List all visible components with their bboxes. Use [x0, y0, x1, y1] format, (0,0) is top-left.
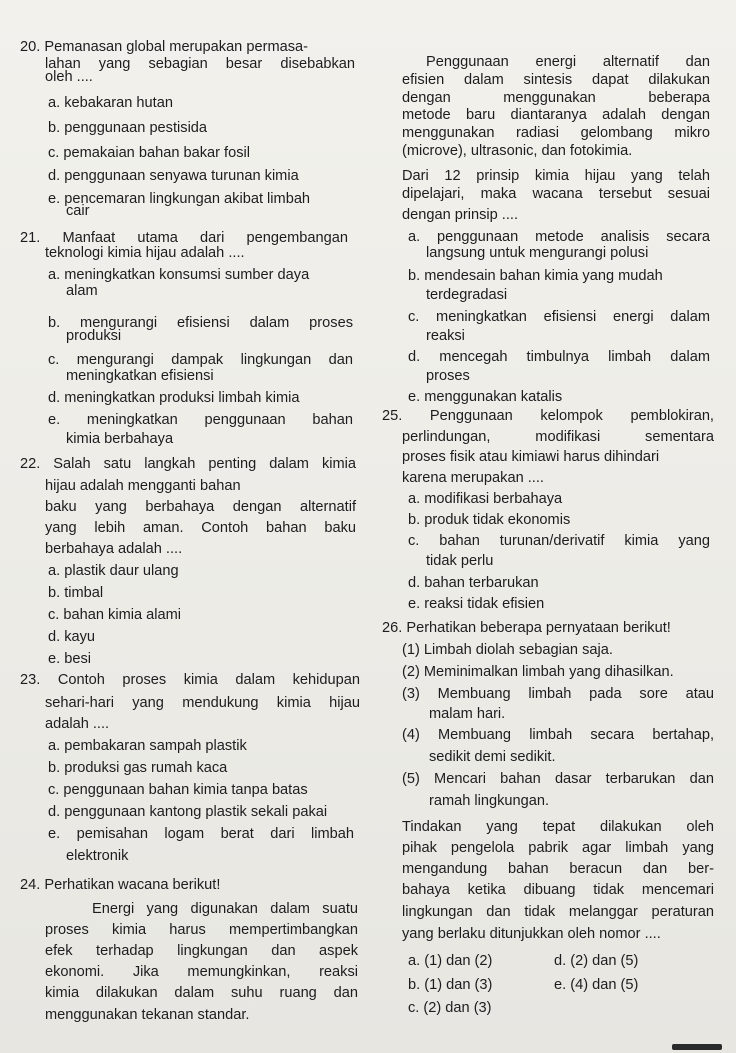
q21-stem-1: 21. Manfaat utama dari pengembangan	[20, 230, 348, 246]
q24-passage1-1: Energi yang digunakan dalam suatu	[92, 901, 358, 917]
q26-statement-4-cont: sedikit demi sedikit.	[429, 749, 556, 765]
q20-option-b[interactable]: b. penggunaan pestisida	[48, 120, 208, 136]
q22-option-c[interactable]: c. bahan kimia alami	[48, 607, 182, 623]
q26-statement-4: (4) Membuang limbah secara bertahap,	[402, 727, 714, 743]
q20-option-e-cont: cair	[66, 203, 90, 219]
q23-stem-2: sehari-hari yang mendukung kimia hijau	[45, 695, 360, 711]
q26-question-5: lingkungan dan tidak melanggar peraturan	[402, 904, 714, 920]
q26-option-a[interactable]: a. (1) dan (2)	[408, 953, 493, 969]
q22-option-d[interactable]: d. kayu	[48, 629, 96, 645]
q24-question-1: Dari 12 prinsip kimia hijau yang telah	[402, 168, 710, 184]
q26-statement-1: (1) Limbah diolah sebagian saja.	[402, 642, 613, 658]
q22-stem-5: berbahaya adalah ....	[45, 541, 183, 557]
q25-option-b[interactable]: b. produk tidak ekonomis	[408, 512, 571, 528]
q25-stem-1: 25. Penggunaan kelompok pemblokiran,	[382, 408, 714, 424]
q24-passage2-6: (microve), ultrasonic, dan fotokimia.	[402, 143, 633, 159]
q21-option-d[interactable]: d. meningkatkan produksi limbah kimia	[48, 390, 300, 406]
q24-passage2-2: efisien dalam sintesis dapat dilakukan	[402, 72, 710, 88]
q26-option-d[interactable]: d. (2) dan (5)	[554, 953, 639, 969]
q21-option-c[interactable]: c. mengurangi dampak lingkungan dan	[48, 352, 353, 368]
q24-option-a-cont: langsung untuk mengurangi polusi	[426, 245, 649, 261]
q24-passage1-3: efek terhadap lingkungan dan aspek	[45, 943, 358, 959]
q20-option-e[interactable]: e. pencemaran lingkungan akibat limbah	[48, 191, 311, 207]
q21-option-e-cont: kimia berbahaya	[66, 431, 174, 447]
q24-passage1-5: kimia dilakukan dalam suhu ruang dan	[45, 985, 358, 1001]
q25-option-c[interactable]: c. bahan turunan/derivatif kimia yang	[408, 533, 710, 549]
q24-option-c-cont: reaksi	[426, 328, 465, 344]
q24-option-b-cont: terdegradasi	[426, 287, 508, 303]
q21-option-a[interactable]: a. meningkatkan konsumsi sumber daya	[48, 267, 310, 283]
q24-question-3: dengan prinsip ....	[402, 207, 519, 223]
q24-option-b[interactable]: b. mendesain bahan kimia yang mudah	[408, 268, 663, 284]
q26-question-2: pihak pengelola pabrik agar limbah yang	[402, 840, 714, 856]
q22-option-e[interactable]: e. besi	[48, 651, 91, 667]
q25-stem-2: perlindungan, modifikasi sementara	[402, 429, 714, 445]
q25-option-d[interactable]: d. bahan terbarukan	[408, 575, 539, 591]
q26-statement-2: (2) Meminimalkan limbah yang dihasilkan.	[402, 664, 674, 680]
q26-stem: 26. Perhatikan beberapa pernyataan berikut!	[382, 620, 671, 636]
q25-option-a[interactable]: a. modifikasi berbahaya	[408, 491, 563, 507]
q24-passage2-3: dengan menggunakan beberapa	[402, 90, 710, 106]
q26-statement-3-cont: malam hari.	[429, 706, 506, 722]
q24-passage1-4: ekonomi. Jika memungkinkan, reaksi	[45, 964, 358, 980]
q24-stem: 24. Perhatikan wacana berikut!	[20, 877, 221, 893]
q26-statement-3: (3) Membuang limbah pada sore atau	[402, 686, 714, 702]
binder-tab-mark	[672, 1044, 722, 1050]
q22-stem-4: yang lebih aman. Contoh bahan baku	[45, 520, 356, 536]
q20-stem-3: oleh ....	[45, 69, 93, 85]
q23-option-b[interactable]: b. produksi gas rumah kaca	[48, 760, 228, 776]
q26-option-c[interactable]: c. (2) dan (3)	[408, 1000, 492, 1016]
q24-option-d[interactable]: d. mencegah timbulnya limbah dalam	[408, 349, 710, 365]
q25-stem-3: proses fisik atau kimiawi harus dihindari	[402, 449, 660, 465]
q26-question-3: mengandung bahan beracun dan ber-	[402, 861, 714, 877]
q20-option-c[interactable]: c. pemakaian bahan bakar fosil	[48, 145, 251, 161]
q24-passage1-2: proses kimia harus mempertimbangkan	[45, 922, 358, 938]
q21-stem-2: teknologi kimia hijau adalah ....	[45, 245, 245, 261]
q24-passage2-5: menggunakan radiasi gelombang mikro	[402, 125, 710, 141]
q24-question-2: dipelajari, maka wacana tersebut sesuai	[402, 186, 710, 202]
q24-passage2-1: Penggunaan energi alternatif dan	[426, 54, 710, 70]
q23-option-a[interactable]: a. pembakaran sampah plastik	[48, 738, 247, 754]
q21-option-b-cont: produksi	[66, 328, 122, 344]
q23-option-e[interactable]: e. pemisahan logam berat dari limbah	[48, 826, 354, 842]
q24-option-e[interactable]: e. menggunakan katalis	[408, 389, 563, 405]
q26-statement-5: (5) Mencari bahan dasar terbarukan dan	[402, 771, 714, 787]
q22-stem-1: 22. Salah satu langkah penting dalam kimia	[20, 456, 356, 472]
q24-passage2-4: metode baru diantaranya adalah dengan	[402, 107, 710, 123]
q23-option-e-cont: elektronik	[66, 848, 129, 864]
q26-option-b[interactable]: b. (1) dan (3)	[408, 977, 493, 993]
q21-option-a-cont: alam	[66, 283, 98, 299]
q21-option-e[interactable]: e. meningkatkan penggunaan bahan	[48, 412, 353, 428]
q23-stem-3: adalah ....	[45, 716, 110, 732]
q22-option-a[interactable]: a. plastik daur ulang	[48, 563, 179, 579]
q22-stem-3: baku yang berbahaya dengan alternatif	[45, 499, 356, 515]
q24-passage1-6: menggunakan tekanan standar.	[45, 1007, 250, 1023]
q24-option-d-cont: proses	[426, 368, 470, 384]
q26-question-4: bahaya ketika dibuang tidak mencemari	[402, 882, 714, 898]
q22-stem-2: hijau adalah mengganti bahan	[45, 478, 241, 494]
q21-option-b[interactable]: b. mengurangi efisiensi dalam proses	[48, 315, 353, 331]
q21-option-c-cont: meningkatkan efisiensi	[66, 368, 214, 384]
q25-stem-4: karena merupakan ....	[402, 470, 544, 486]
q26-question-1: Tindakan yang tepat dilakukan oleh	[402, 819, 714, 835]
q23-stem-1: 23. Contoh proses kimia dalam kehidupan	[20, 672, 360, 688]
q25-option-c-cont: tidak perlu	[426, 553, 494, 569]
q26-statement-5-cont: ramah lingkungan.	[429, 793, 550, 809]
q20-stem-2: lahan yang sebagian besar disebabkan	[45, 56, 355, 72]
q20-stem-1: 20. Pemanasan global merupakan permasa-	[20, 39, 308, 55]
q23-option-c[interactable]: c. penggunaan bahan kimia tanpa batas	[48, 782, 308, 798]
q20-option-d[interactable]: d. penggunaan senyawa turunan kimia	[48, 168, 299, 184]
q23-option-d[interactable]: d. penggunaan kantong plastik sekali pakai	[48, 804, 328, 820]
q20-option-a[interactable]: a. kebakaran hutan	[48, 95, 173, 111]
q24-option-c[interactable]: c. meningkatkan efisiensi energi dalam	[408, 309, 710, 325]
q25-option-e[interactable]: e. reaksi tidak efisien	[408, 596, 545, 612]
q24-option-a[interactable]: a. penggunaan metode analisis secara	[408, 229, 710, 245]
q26-question-6: yang berlaku ditunjukkan oleh nomor ....	[402, 926, 661, 942]
q26-option-e[interactable]: e. (4) dan (5)	[554, 977, 639, 993]
q22-option-b[interactable]: b. timbal	[48, 585, 104, 601]
